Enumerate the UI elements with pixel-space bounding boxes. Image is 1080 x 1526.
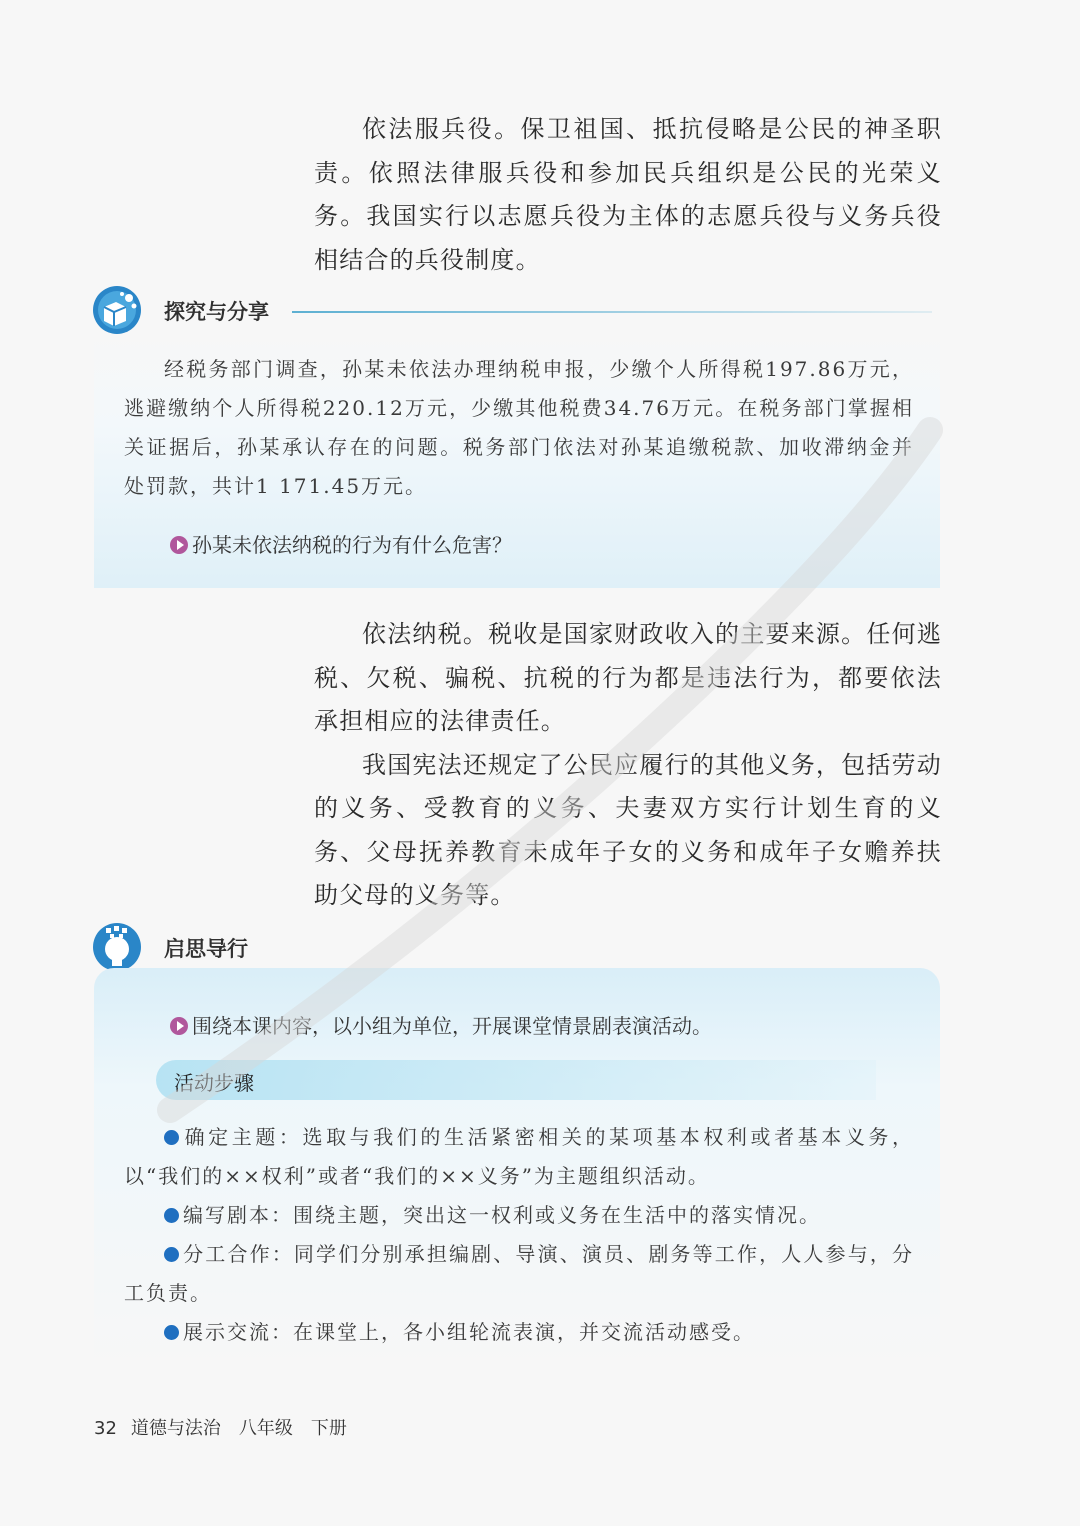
bullet-dot-icon <box>164 1130 179 1145</box>
section-title: 探究与分享 <box>164 300 269 324</box>
paragraph-military-service: 依法服兵役。保卫祖国、抵抗侵略是公民的神圣职责。依照法律服兵役和参加民兵组织是公民的光荣义务。我国实行以志愿兵役为主体的志愿兵役与义务兵役相结合的兵役制度。 <box>314 115 942 274</box>
lightbulb-icon <box>92 922 142 972</box>
steps-title: 活动步骤 <box>174 1071 254 1095</box>
case-study-box <box>94 336 940 588</box>
task-text: 围绕本课内容，以小组为单位，开展课堂情景剧表演活动。 <box>192 1014 712 1038</box>
paragraph-tax: 依法纳税。税收是国家财政收入的主要来源。任何逃税、欠税、骗税、抗税的行为都是违法行为，都要依法承担相应的法律责任。 <box>314 620 942 735</box>
paragraph-other-duties: 我国宪法还规定了公民应履行的其他义务，包括劳动的义务、受教育的义务、夫妻双方实行计划生育的义务、父母抚养教育未成年子女的义务和成年子女赡养扶助父母的义务等。 <box>314 750 942 909</box>
play-bullet-icon <box>170 536 188 554</box>
section-divider <box>292 311 932 313</box>
case-study-text: 经税务部门调查，孙某未依法办理纳税申报，少缴个人所得税197.86万元，逃避缴纳个人所得税220.12万元，少缴其他税费34.76万元。在税务部门掌握相关证据后，孙某承认存在的问题。税务部门依法对孙某追缴税款、加收滞纳金并处罚款，共计1 171.45万元。 <box>124 357 914 498</box>
discussion-question <box>170 529 512 558</box>
body-paragraphs-mid <box>314 613 942 918</box>
play-bullet-icon <box>170 1017 188 1035</box>
book-subject: 道德与法治 <box>130 1418 221 1439</box>
step-item: 展示交流：在课堂上，各小组轮流表演，并交流活动感受。 <box>124 1313 914 1352</box>
book-grade: 八年级 <box>238 1418 293 1439</box>
bullet-dot-icon <box>164 1208 179 1223</box>
cube-icon <box>92 285 142 335</box>
bullet-dot-icon <box>164 1247 179 1262</box>
bullet-dot-icon <box>164 1325 179 1340</box>
step-item: 编写剧本：围绕主题，突出这一权利或义务在生活中的落实情况。 <box>124 1196 914 1235</box>
step-item: 分工合作：同学们分别承担编剧、导演、演员、剧务等工作，人人参与，分工负责。 <box>124 1242 914 1305</box>
body-paragraphs-top <box>314 108 942 282</box>
activity-steps <box>124 1118 914 1352</box>
activity-task <box>170 1010 712 1039</box>
step-item: 确定主题：选取与我们的生活紧密相关的某项基本权利或者基本义务，以“我们的××权利”或者“我们的××义务”为主题组织活动。 <box>124 1125 914 1188</box>
book-volume: 下册 <box>310 1418 347 1439</box>
section-title: 启思导行 <box>164 937 248 961</box>
question-text: 孙某未依法纳税的行为有什么危害？ <box>192 533 512 557</box>
page-footer <box>94 1414 347 1440</box>
steps-header-bar <box>156 1060 876 1100</box>
activity-box <box>94 968 940 1366</box>
page-number: 32 <box>94 1418 117 1439</box>
